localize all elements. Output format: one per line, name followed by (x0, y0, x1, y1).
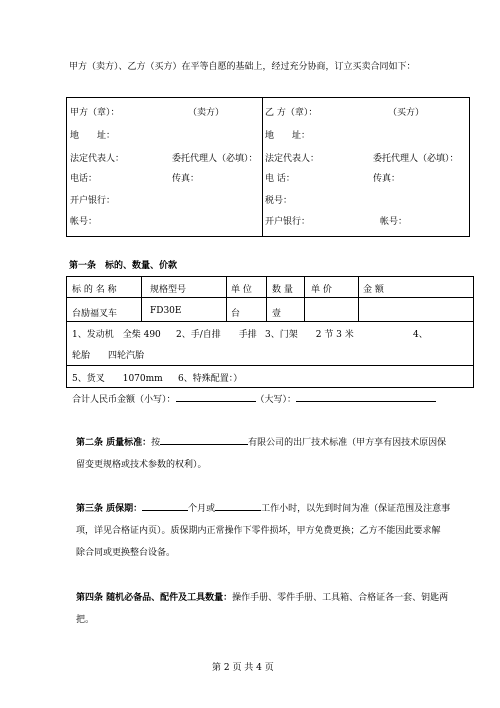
article2-line1 (76, 435, 446, 448)
article3-hours-blank[interactable] (215, 501, 261, 511)
article3-title: 第三条 质保期： (76, 504, 143, 514)
party-a-account: 帐号： (70, 217, 98, 227)
party-a-legal-rep: 法定代表人： (70, 154, 125, 164)
article4-line1 (76, 590, 448, 603)
page-footer: 第 2 页 共 4 页 (212, 663, 274, 673)
article2-text-b: 有限公司的出厂技术标准（甲方享有因技术原因保 (248, 438, 447, 448)
total-upper-label: （大写）： (255, 395, 297, 405)
table-cell-unit: 台 (231, 309, 241, 319)
total-lower-blank[interactable] (176, 392, 256, 402)
party-b-tax: 税号： (265, 196, 293, 206)
table-header-spec: 规格型号 (150, 285, 187, 295)
article4-line2: 把。 (76, 615, 95, 625)
total-line (72, 392, 436, 405)
spec-fork: 5、货叉 1070mm (72, 374, 163, 384)
table-header-unit: 单 位 (231, 285, 252, 295)
article2-blank[interactable] (160, 435, 248, 445)
total-upper-blank[interactable] (296, 392, 436, 402)
party-a-fax: 传真： (172, 174, 200, 184)
spec-special: 6、特殊配置：） (178, 374, 243, 384)
table-header-qty: 数 量 (272, 285, 293, 295)
party-a-address: 地 址： (70, 131, 116, 141)
party-b-bank: 开户银行： (265, 217, 311, 227)
party-a-agent: 委托代理人（必填）： (172, 154, 258, 164)
party-b-label: 乙 方（章）： (265, 108, 318, 118)
spec-tires: 轮胎 四轮汽胎 (72, 351, 145, 361)
party-b-fax: 传真： (373, 174, 401, 184)
article1-title: 第一条 标的、数量、价款 (69, 261, 178, 271)
party-a-phone: 电话： (70, 174, 98, 184)
article3-months-blank[interactable] (142, 501, 188, 511)
total-lower-label: 合计人民币金额（小写）： (72, 395, 176, 405)
spec-mast: 3、门架 2 节 3 米 (265, 330, 354, 340)
article2-line2: 留变更规格或技术参数的权利）。 (76, 460, 207, 470)
article2-text-a: 按 (151, 438, 161, 448)
table-cell-spec: FD30E (150, 306, 182, 316)
table-header-amount: 金 额 (363, 285, 384, 295)
article3-line2: 项，详见合格证内页）。质保期内正常操作下零件损坏，甲方免费更换；乙方不能因此要求解 (76, 526, 441, 536)
party-b-agent: 委托代理人（必填）： (373, 154, 459, 164)
table-cell-qty: 壹 (272, 309, 282, 319)
article4-text-a: 操作手册、零件手册、工具箱、合格证各一套、钥匙两 (232, 593, 449, 603)
article3-text-a: 个月或 (188, 504, 216, 514)
article3-line1 (76, 501, 450, 514)
spec-engine: 1、发动机 全柴 490 (72, 330, 161, 340)
table-header-price: 单 价 (311, 285, 332, 295)
intro-text: 甲方（卖方）、乙方（买方）在平等自愿的基础上，经过充分协商，订立买卖合同如下： (69, 62, 416, 72)
table-cell-name: 台励福叉车 (72, 309, 118, 319)
party-a-role: （卖方） (188, 108, 225, 118)
article3-text-b: 工作小时，以先到时间为准（保证范围及注意事 (261, 504, 451, 514)
party-b-legal-rep: 法定代表人： (265, 154, 320, 164)
spec-transmission: 2、手/自排 手排 (176, 330, 257, 340)
party-b-role: （买方） (388, 108, 425, 118)
party-b-address: 地 址： (265, 131, 311, 141)
table-header-name: 标 的 名 称 (72, 285, 117, 295)
party-b-phone: 电 话： (265, 174, 295, 184)
party-b-account: 帐号： (380, 217, 408, 227)
article3-line3: 除合同或更换整台设备。 (76, 548, 176, 558)
party-a-bank: 开户银行： (70, 196, 116, 206)
spec-item4: 4、 (413, 330, 428, 340)
article4-title: 第四条 随机必备品、配件及工具数量： (76, 593, 233, 603)
party-a-label: 甲方（章）： (70, 108, 120, 118)
article2-title: 第二条 质量标准： (76, 438, 152, 448)
